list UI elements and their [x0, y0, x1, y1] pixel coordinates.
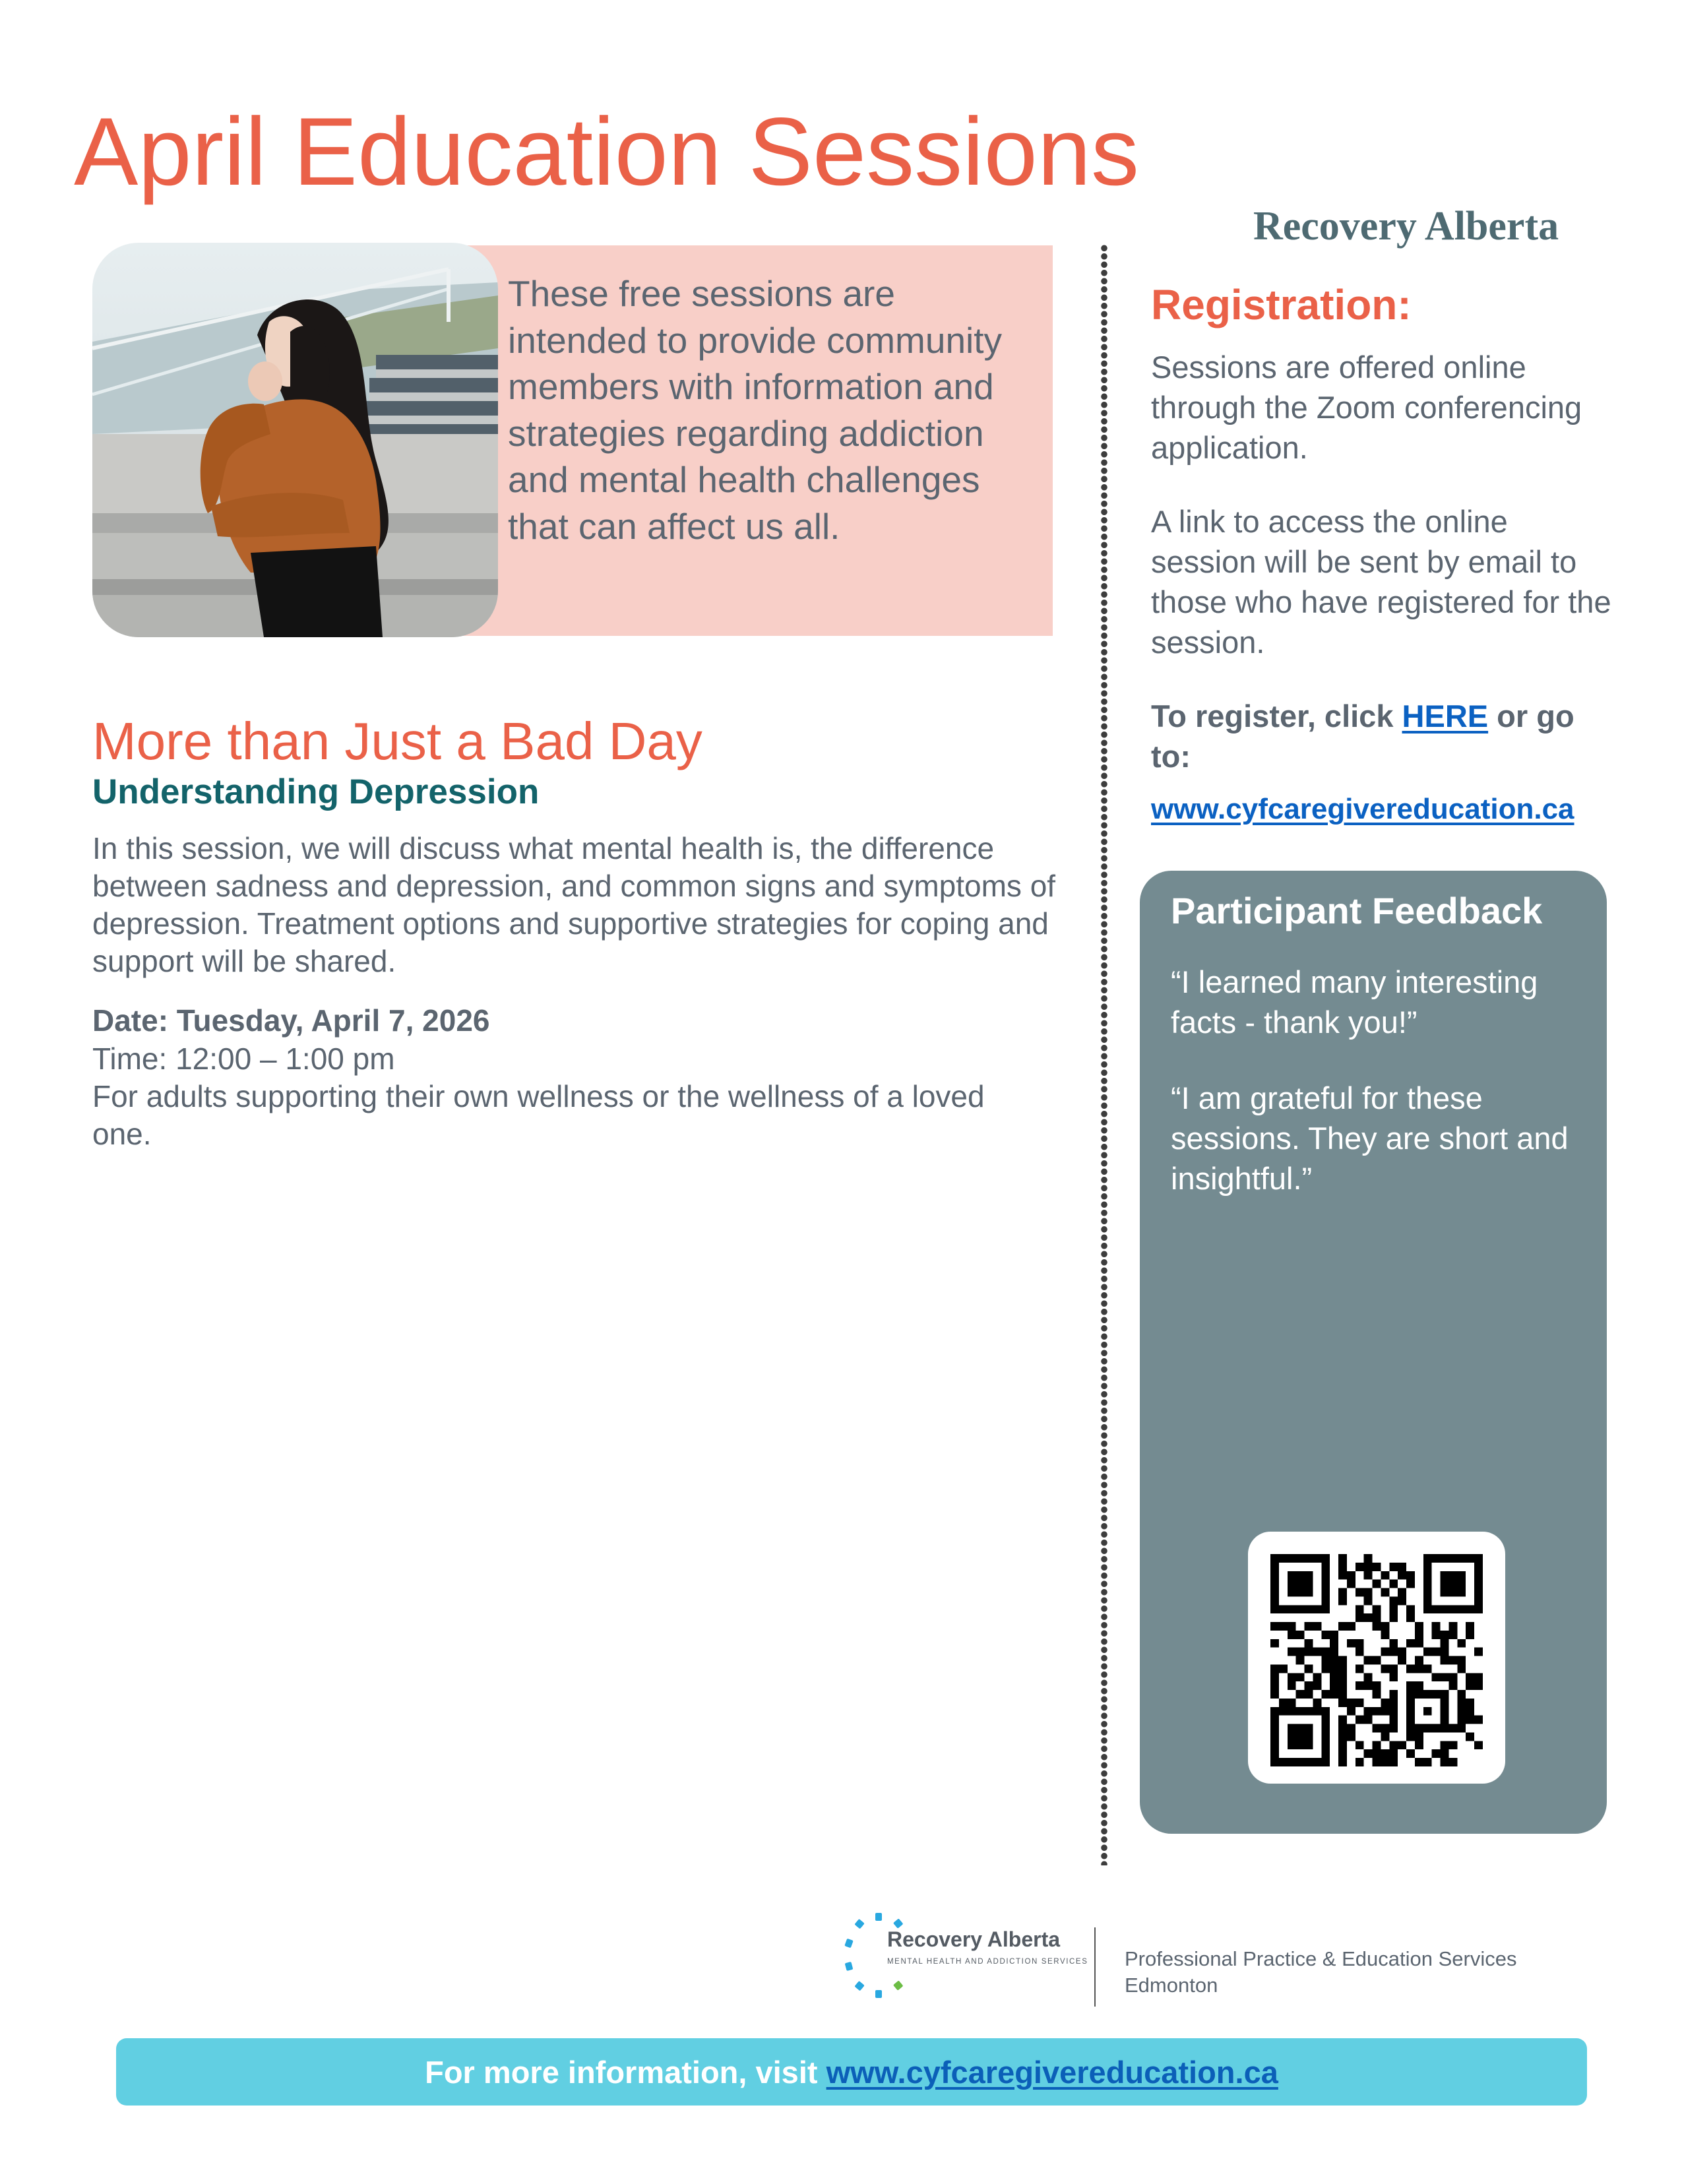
session-date: Date: Tuesday, April 7, 2026 [92, 1003, 490, 1038]
registration-website-link[interactable]: www.cyfcaregivereducation.ca [1151, 793, 1574, 825]
cta-suffix: or go to: [1151, 699, 1574, 774]
session-title: More than Just a Bad Day [92, 712, 702, 770]
department-name: Professional Practice & Education Services [1125, 1947, 1517, 1970]
intro-photo [92, 243, 498, 637]
more-info-website-link[interactable]: www.cyfcaregivereducation.ca [826, 2054, 1278, 2090]
session-time: Time: 12:00 – 1:00 pm [92, 1042, 395, 1076]
registration-info-email: A link to access the online session will be sent by email to those who have registered for the session. [1151, 504, 1611, 660]
session-description: In this session, we will discuss what mental health is, the difference between sadness and depression, and common signs and symptoms of depression. Treatment options and supportive strategies for coping and support will be shared. [92, 831, 1056, 978]
more-info-text [425, 2054, 1278, 2090]
recovery-alberta-logo-icon [838, 1910, 1088, 2002]
session-subtitle: Understanding Depression [92, 772, 540, 811]
dotted-divider [1100, 244, 1108, 1865]
feedback-heading: Participant Feedback [1171, 890, 1543, 931]
cta-prefix: To register, click [1151, 699, 1402, 733]
brand-wordmark: Recovery Alberta [1253, 204, 1559, 249]
woman-on-steps-image [92, 243, 498, 637]
footer-logo-divider [1094, 1927, 1096, 2007]
more-info-banner [116, 2038, 1587, 2106]
feedback-quote: “I learned many interesting facts - thank you!” [1171, 964, 1538, 1040]
more-info-prefix: For more information, visit [425, 2054, 826, 2090]
session-audience: For adults supporting their own wellness or the wellness of a loved one. [92, 1079, 985, 1151]
footer-logo-tagline: MENTAL HEALTH AND ADDICTION SERVICES [887, 1958, 1088, 1966]
department-location: Edmonton [1125, 1974, 1218, 1997]
register-here-link[interactable]: HERE [1402, 699, 1489, 733]
registration-info-zoom: Sessions are offered online through the Zoom conferencing application. [1151, 350, 1582, 465]
register-call-to-action [1151, 696, 1613, 776]
footer-logo-name: Recovery Alberta [887, 1927, 1061, 1951]
qr-code-icon[interactable] [1270, 1554, 1483, 1766]
page-title: April Education Sessions [74, 98, 1139, 205]
intro-description: These free sessions are intended to provide community members with information and strategies regarding addiction and mental health challenges that can affect us all. [508, 273, 1003, 547]
registration-heading: Registration: [1151, 281, 1412, 328]
footer-department [1125, 1946, 1516, 1999]
feedback-quote: “I am grateful for these sessions. They are short and insightful.” [1171, 1080, 1569, 1196]
